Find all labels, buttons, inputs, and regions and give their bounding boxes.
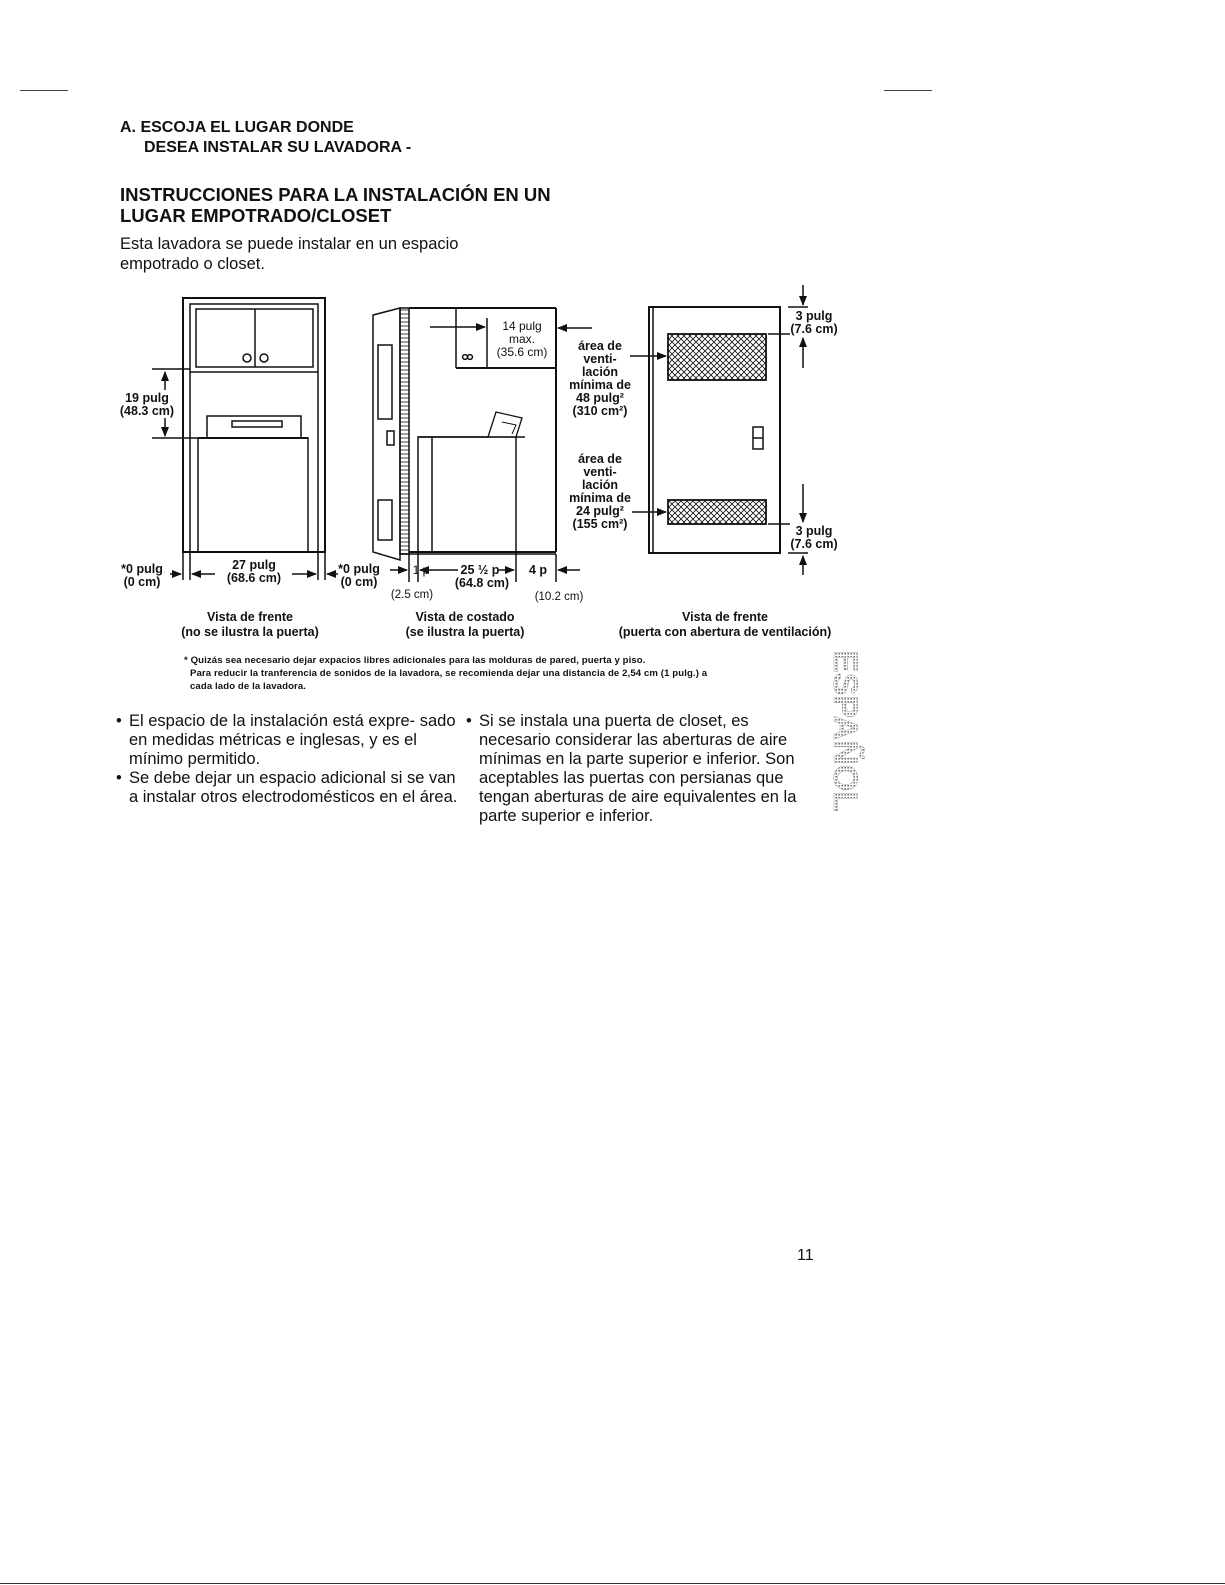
heading-b-line2: LUGAR EMPOTRADO/CLOSET — [120, 205, 392, 226]
intro-line2: empotrado o closet. — [120, 255, 265, 273]
language-side-tab — [802, 650, 864, 840]
fig3-caption: Vista de frente (puerta con abertura de ventilación) — [618, 610, 832, 639]
bottom-edge — [0, 1583, 1225, 1584]
bullet-list-right — [466, 712, 802, 826]
fig2-dim-shelf: 14 pulg max. (35.6 cm) — [496, 319, 548, 359]
fig2-dim-front: 4 p — [528, 563, 548, 577]
list-item: • Si se instala una puerta de closet, es necesario considerar las aberturas de aire mínimas en la parte superior e inferior. Son aceptables las puertas con persianas que tengan aberturas de aire equivalentes en la parte superior e inferior. — [466, 712, 802, 826]
fig2-dim-depth-cm: (64.8 cm) — [454, 576, 510, 590]
fig2-caption: Vista de costado (se ilustra la puerta) — [405, 610, 525, 639]
heading-a-line2: DESEA INSTALAR SU LAVADORA - — [144, 139, 412, 156]
heading-a-line1: A. ESCOJA EL LUGAR DONDE — [120, 119, 354, 136]
figure-front-view-no-door — [152, 298, 338, 580]
fig2-dim-front-cm: (10.2 cm) — [534, 591, 584, 603]
fig1-dim-height: 19 pulg (48.3 cm) — [119, 391, 175, 418]
fig1-dim-left: *0 pulg (0 cm) — [121, 562, 163, 589]
fig1-dim-width: 27 pulg (68.6 cm) — [226, 558, 282, 585]
bullet-list-left — [116, 712, 461, 807]
fig3-dim-top: 3 pulg (7.6 cm) — [790, 309, 838, 336]
fig2-vent-top-label: área de venti- lación mínima de 48 pulg² (310 cm²) — [569, 339, 631, 418]
fig1-caption: Vista de frente (no se ilustra la puerta) — [181, 610, 319, 639]
fig2-dim-depth: 25 ½ p — [460, 563, 500, 577]
page-number: 11 — [797, 1247, 814, 1264]
fig3-dim-bottom: 3 pulg (7.6 cm) — [790, 524, 838, 551]
list-item: • Se debe dejar un espacio adicional si se van a instalar otros electrodomésticos en el área. — [116, 769, 461, 807]
list-item: • El espacio de la instalación está expre- sado en medidas métricas e inglesas, y es el mínimo permitido. — [116, 712, 461, 769]
intro-line1: Esta lavadora se puede instalar en un espacio — [120, 235, 459, 253]
fig2-dim-back-cm: (2.5 cm) — [390, 589, 434, 601]
fig1-dim-right: *0 pulg (0 cm) — [338, 562, 380, 589]
heading-b-line1: INSTRUCCIONES PARA LA INSTALACIÓN EN UN — [120, 184, 551, 205]
footnote: * Quizás sea necesario dejar expacios libres adicionales para las molduras de pared, puerta y piso. Para reducir la tranferencia de sonidos de la lavadora, se recomienda dejar una distancia de 2,54 cm (1 pulg.) a cada lado de la lavadora. — [184, 655, 708, 692]
fig2-dim-back: 1 p — [412, 563, 430, 577]
side-tab-text: ESPAÑOL — [826, 650, 864, 812]
fig2-vent-bottom-label: área de venti- lación mínima de 24 pulg² (155 cm²) — [569, 452, 631, 531]
